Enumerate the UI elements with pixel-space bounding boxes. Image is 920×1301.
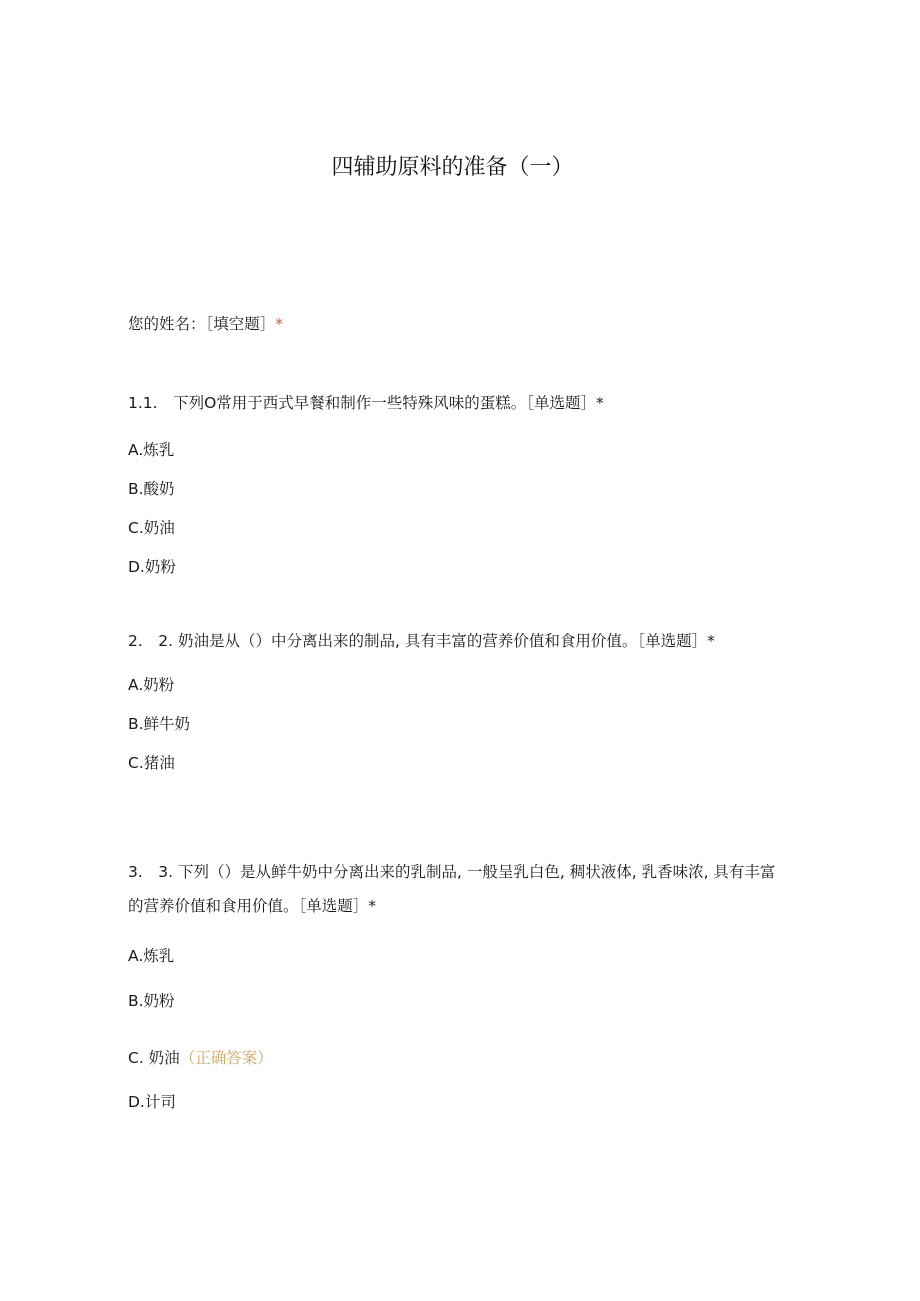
q3-option-b[interactable]: B.奶粉	[128, 992, 175, 1010]
q1-option-d[interactable]: D.奶粉	[128, 558, 176, 576]
correct-answer-note: （正确答案）	[179, 1049, 273, 1067]
q3-option-c[interactable]	[128, 1046, 273, 1070]
question-2-text: 2. 2. 奶油是从（）中分离出来的制品, 具有丰富的营养价值和食用价值。［单选题］*	[128, 632, 715, 650]
name-question-label: 您的姓名：［填空题］	[128, 315, 276, 333]
q1-option-c[interactable]: C.奶油	[128, 519, 175, 537]
q2-option-a[interactable]: A.奶粉	[128, 676, 175, 694]
q1-option-a[interactable]: A.炼乳	[128, 441, 175, 459]
q3-option-c-label: C. 奶油	[128, 1049, 180, 1067]
page-title: 四辅助原料的准备（一）	[331, 155, 574, 180]
required-star: *	[275, 315, 284, 333]
q2-option-c[interactable]: C.猪油	[128, 754, 175, 772]
q3-option-d[interactable]: D.计司	[128, 1093, 176, 1111]
q1-option-b[interactable]: B.酸奶	[128, 480, 175, 498]
q3-option-a[interactable]: A.炼乳	[128, 947, 175, 965]
question-1-text: 1.1. 下列O常用于西式早餐和制作一些特殊风味的蛋糕。［单选题］*	[128, 394, 604, 412]
name-question	[128, 312, 283, 336]
q2-option-b[interactable]: B.鲜牛奶	[128, 715, 191, 733]
question-3-text: 3. 3. 下列（）是从鲜牛奶中分离出来的乳制品, 一般呈乳白色, 稠状液体, 乳香味浓, 具有丰富的营养价值和食用价值。［单选题］*	[128, 863, 776, 915]
